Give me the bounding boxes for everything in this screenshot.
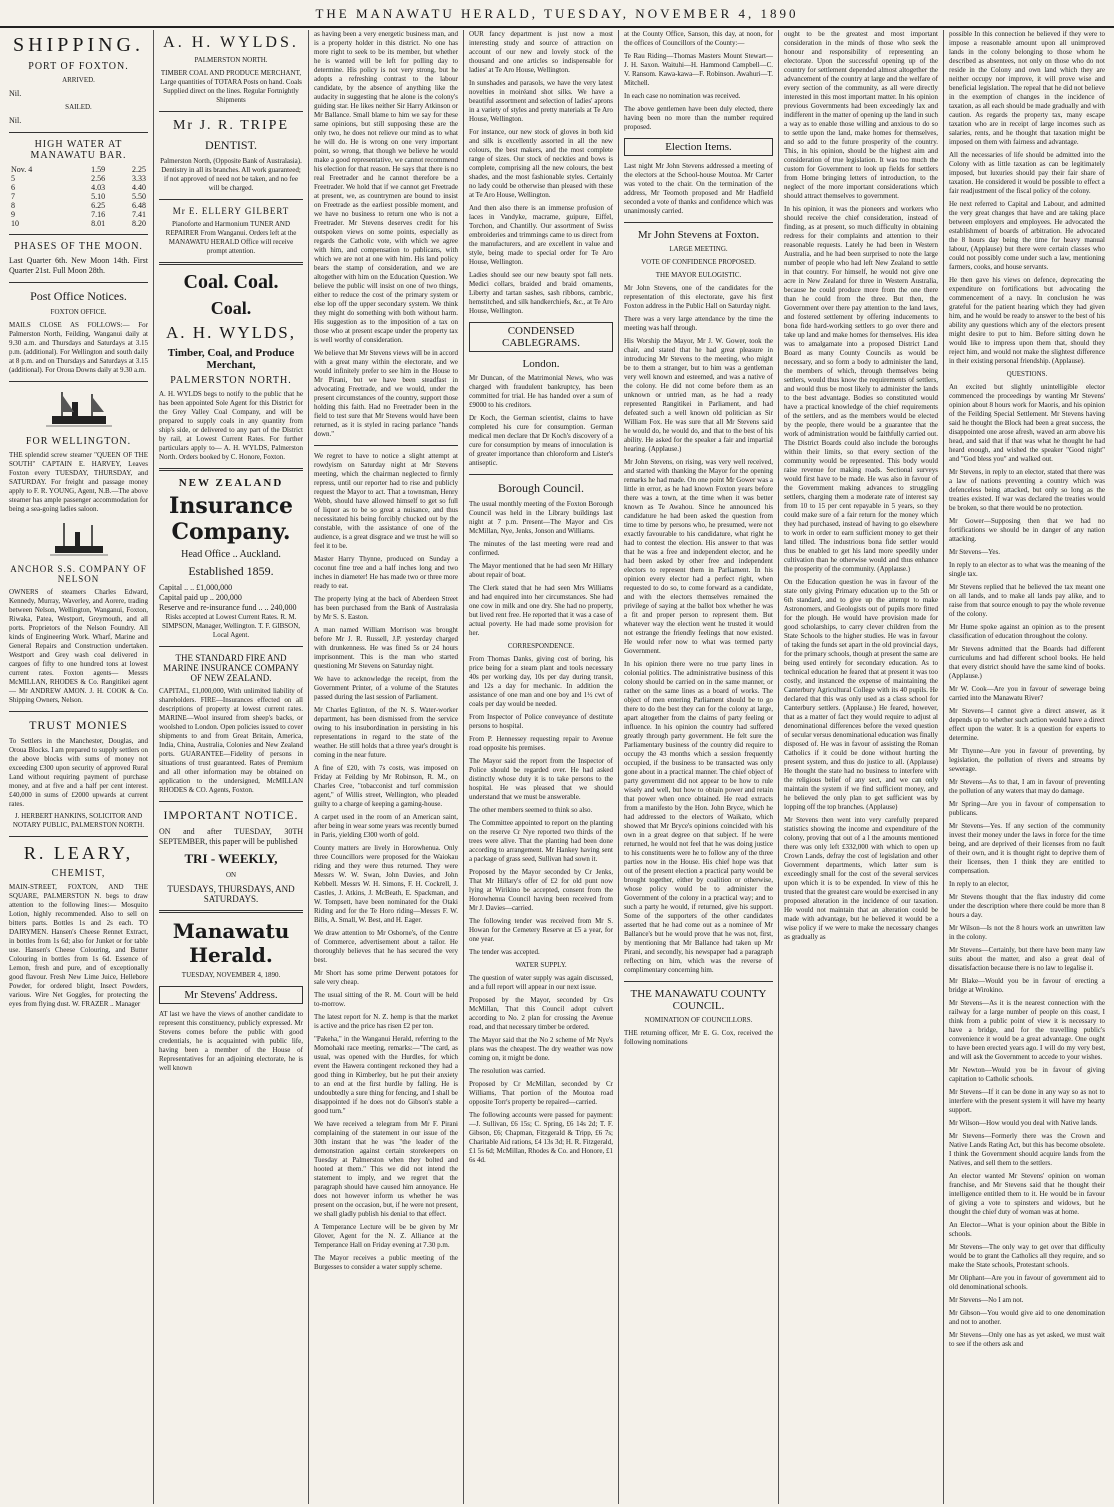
county-title: THE MANAWATU COUNTY COUNCIL.	[630, 988, 767, 1012]
trust-text: To Settlers in the Manchester, Douglas, and Oroua Blocks. I am prepared to supply settlers on the above blocks with sums of money not exceeding £300 upon security of approved Rural Land without requiring payment of purchase money, and at five and a half per cent interest. £40,000 in sums of £2000 upwards at current rates.	[9, 737, 148, 808]
sailed-nil: Nil.	[9, 116, 22, 125]
question-item: Mr Spring—Are you in favour of compensation to publicans.	[949, 800, 1105, 817]
question-item: Mr Hume spoke against an opinion as to the present classification of education throughout the colony.	[949, 623, 1105, 640]
news-paragraph: County matters are lively in Horowhenua. Only three Councillors were proposed for the Waiokau riding and they were thus returned. They were Messrs W. W. Swan, John Davies, and John Kebbell. Messrs W. H. Simons, F. H. Cockrell, J. Castles, J. Atkins, J. McBeath, E. Spackman, and W. Tompsett, have been nominated for the Otaki Riding and for the Te Horo riding—Messrs F. W. Bills, A. Small, W. Best, and H. Eager.	[314, 844, 458, 924]
news-paragraph: The usual monthly meeting of the Foxton Borough Council was held in the Library buildings last night at 7 p.m. Present—The Mayor and Crs McMillan, Nye, Jenks, Jonson and Williams.	[469, 500, 613, 535]
newspaper-columns	[4, 30, 1110, 1504]
tide-row: 7 5.10 5.50	[11, 192, 146, 201]
address-text: AT last we have the views of another candidate to represent this constituency, publicly expressed. Mr Stevens comes before the public with good credentials, he is acquainted with public life, having been a member of the House of Representatives for an adjoining electorate, he is well known	[159, 1010, 303, 1072]
trust-title: TRUST MONIES	[29, 718, 128, 732]
coal-sub: Coal.	[210, 298, 252, 318]
question-item: In reply to an elector as to what was the meaning of the single tax.	[949, 561, 1105, 578]
news-paragraph: The Mayor said that the No 2 scheme of Mr Nye's plans was the cheapest. The dry weather was now coming on, it might be done.	[469, 1036, 613, 1062]
address-title: Mr Stevens' Address.	[159, 986, 303, 1004]
leary-title: R. LEARY,	[23, 843, 134, 863]
question-item: Mr Oliphant—Are you in favour of government aid to old denominational schools.	[949, 1274, 1105, 1291]
question-item: Mr Stevens—Certainly, but there have been many law suits about the matter, and also a great deal of dissatisfaction because there is no law to legalise it.	[949, 946, 1105, 972]
editorial-text: We believe that Mr Stevens views will be in accord with a great many within the electorate, and we would infinitely prefer to see him in the House to Mr Pirani, but we have been steadfast in advocating Freetrade, and we would, under the present circumstances of the country, support those holding this faith. Had no Freetrader been in the field to test sure that Mr Stevens would have been returned, as it is styled in racing parlance "hands down."	[314, 349, 458, 438]
news-paragraph: He then gave his views on defence, deprecating the expenditure on fortifications but advocating the commencement of a navy. In conclusion he was grateful for the patient hearing which they had given him, and he would be ready to answer to the best of his ability any questions which any of the electors present might desire to put to him. Before sitting down he would like to impress upon them that, should they reject him, and would not make the slightest difference in their existing personal friendship. (Applause).	[949, 276, 1105, 365]
news-paragraph: A fine of £20, with 7s costs, was imposed on Friday at Feilding by Mr Robinson, R. M., on Charles Cree, "tobacconist and turf commission agent," of Willis street, Wellington, who pleaded guilty to a charge of keeping a gaming-house.	[314, 764, 458, 808]
question-item: Mr Stevens—As it is the nearest connection with the railway for a large number of people on this coast, I think from a public point of view it is necessary to have a bridge, and for the travelling public's convenience it would be a great advantage. One ought to have been erected years ago. I will do my very best, and will ask the Government to accede to your wishes.	[949, 999, 1105, 1061]
wylds-title: A. H. WYLDS.	[163, 34, 299, 51]
news-paragraph: Last night Mr John Stevens addressed a meeting of the electors at the School-house Moutoa. Mr Carter was voted to the chair. On the termination of the address, Mr Teomoth proposed and Mr Hadfield seconded a vote of thanks and confidence which was unanimously carried.	[624, 162, 773, 215]
news-paragraph: Ladies should see our new beauty spot fall nets. Medici collars, braided and braid ornaments, Liberty and tartan sashes, sash ribbons, cambric, hemstitched, and silk handkerchiefs, &c., at Te Aro House, Wellington.	[469, 271, 613, 315]
question-item: Mr Stevens—No I am not.	[949, 1296, 1024, 1304]
question-item: Mr Stevens—If it can be done in any way so as not to interfere with the present system it will have my hearty support.	[949, 1088, 1105, 1114]
news-paragraph: Mr Short has some prime Derwent potatoes for sale very cheap.	[314, 969, 458, 986]
news-paragraph: Master Harry Thynne, produced on Sunday a coconut fine tree and a half inches long and two inches in diameter! He has made two or three more ready to eat.	[314, 555, 458, 590]
gilbert-title: Mr E. ELLERY GILBERT	[172, 206, 290, 216]
news-paragraph: OUR fancy department is just now a most interesting study and source of attraction on account of our new and lovely stock of the thousand and one articles so indispensable for ladies' at Te Aro House, Wellington.	[469, 30, 613, 74]
wylds-text: TIMBER COAL AND PRODUCE MERCHANT, Large quantities of TOTARA Posts on hand. Coals Supplied direct on the lines. Regular Fortnightly Shipments	[160, 69, 302, 104]
masthead	[0, 0, 1114, 28]
paper-date: TUESDAY, NOVEMBER 4, 1890.	[181, 971, 281, 979]
cable-title: CONDENSED CABLEGRAMS.	[469, 322, 613, 352]
news-paragraph: We have to acknowledge the receipt, from the Government Printer, of a volume of the Statutes passed during the last session of Parliament.	[314, 675, 458, 701]
wellington-title: FOR WELLINGTON.	[25, 436, 132, 447]
masthead-title: THE MANAWATU HERALD, TUESDAY, NOVEMBER 4, 1890	[315, 6, 799, 21]
tide-row: 8 6.25 6.48	[11, 201, 146, 210]
london-heading: London.	[522, 358, 560, 370]
steamer-ship-icon	[49, 520, 109, 558]
question-item: Mr Stevens replied that he believed the tax meant one on all lands, and to make all lands pay alike, and to raise from that source enough to pay the whole revenue of the colony.	[949, 583, 1105, 618]
news-paragraph: Dr Koch, the German scientist, claims to have completed his cure for consumption. German medical men declare that Dr Koch's discovery of a cure for consumption by means of innoculation is of greater importance than chloroform and Lister's antiseptic.	[469, 414, 613, 467]
leary-sub: CHEMIST,	[51, 868, 106, 879]
news-paragraph: In his opinion, it was the pioneers and workers who should receive the chief consideration, instead of finding, as at present, so much difficulty in obtaining redress for their complaints and attention to their reasonable requests. Lately he had been in Western Australia, and he had been surprised to note the large number of people who had left New Zealand to settle in that country. For himself, he would not give one acre in New Zealand for three in Western Australia, because he could produce more from the one there than he could from the three. But then, the Government over there pay attention to the land laws, and fostered settlement by offering inducements to bona fide hard-working settlers to go over there and take up land and make homes for themselves. His idea was to amalgamate into a proposed District Land Board as many County Councils as would be necessary, and so form a body to administer the land, the members of which, through themselves being settlers, would thus know the requirements of settlers, and would thus be most likely to administer the lands to the best advantage. Bodies so constituted would have a practical knowledge of the chief requirements of the settlers, and as the members would be elected by the people, there would be a guarantee that the work of administration would be faithfully carried out. The District Boards could also include the boroughs within their limits, so that every section of the community would be represented. This body would raise revenue for making roads. Sectional surveys would first have to be made. He was also in favour of the Government making advances to struggling settlers, charging them a moderate rate of interest say from 10 to 15 per cent repayable in 5 years, so they could make sure of a fair return for the money which they had purchased, instead of having to go elsewhere to work in order to earn sufficient money to get their land tilled. The industrious bona fide settler would thus be enabled to get his land more speedily under cultivation than he otherwise would and thus enhance the prosperity of the community. (Applause.)	[784, 205, 938, 573]
question-item: An excited but slightly unintelligible elector commenced the proceedings by wanting Mr Stevens' opinion about 8 hours work for Maoris, and his opinion of the Feilding Special Settlement. Mr Stevens having said he thought the Block had been a great success, the disappointed one arose afresh, waved an arm above his head, and said that if that was what he thought he had heard enough, and wished the speaker "Good night" and "God bless you" and walked out.	[949, 383, 1105, 463]
news-paragraph: In sunshades and parasols, we have the very latest novelties in moiréand shot silks. We have a beautiful assortment and selection of ladies' aprons in a variety of styles and pretty materials at Te Aro House, Wellington.	[469, 79, 613, 123]
nzi-paid: Capital paid up .. 200,000	[159, 593, 242, 602]
ahw-place: PALMERSTON NORTH.	[170, 375, 292, 386]
sailed-label: SAILED.	[65, 103, 92, 111]
notice-text: ON and after TUESDAY, 30TH SEPTEMBER, this paper will be published	[159, 827, 303, 846]
gilbert-text: Pianoforte and Harmonium TUNER AND REPAIRER From Wanganui. Orders left at the MANAWATU HERALD Office will receive prompt attention.	[165, 220, 297, 255]
column-5	[619, 30, 779, 1504]
news-paragraph: The Committee appointed to report on the planting on the reserve Cr Nye reported two thirds of the trees were alive. That the planting had been done according to arrangement. Mr Hankey having sent a package of grass seed, Sullivan had sown it.	[469, 819, 613, 863]
moon-text: Last Quarter 6th. New Moon 14th. First Quarter 21st. Full Moon 28th.	[9, 256, 148, 275]
news-paragraph: The other members seemed to think so also.	[469, 806, 593, 814]
nzi-sub: Insurance Company.	[169, 493, 293, 545]
question-item: Mr Gower—Supposing then that we had no fortifications we should be in danger of any nation attacking.	[949, 517, 1105, 543]
question-item: Mr Stevens—I cannot give a direct answer, as it depends up to whether such action would have a direct effect upon the water. It is a question for experts to determine.	[949, 707, 1105, 742]
election-title: Election Items.	[624, 138, 773, 156]
question-item: Mr Stevens, in reply to an elector, stated that there was a law of nations preventing a country which was defenceless being attacked, but only so long as the treaties existed. If war was declared the treaties would be broken, so that there would be no protection.	[949, 468, 1105, 512]
question-item: Mr Wilson—Is not the 8 hours work an unwritten law in the colony.	[949, 924, 1105, 941]
wellington-text: THE splendid screw steamer "QUEEN OF THE SOUTH" CAPTAIN E. HARVEY, Leaves Foxton every TUESDAY, THURSDAY, and SATURDAY. For freight and passage money apply to F. R. YOUNG, Agent, N.B.—The above steamer has ample passenger accommodation for being a sea-going ladies saloon.	[9, 451, 148, 513]
news-paragraph: The usual sitting of the R. M. Court will be held to-morrow.	[314, 991, 458, 1008]
notice-on: ON	[225, 871, 237, 879]
news-paragraph: ought to be the greatest and most important consideration in the minds of those who seek the honour and responsibility of representing an electorate. Upon the successful opening up of the country for settlement depended almost altogether the advancement of the country at large and the welfare of every section of the community, as all were directly interested in this most important matter. In his opinion previous Governments had been exceedingly lax and indifferent in the matter of opening up the land in such a way as to enable those willing and anxious to do so to settle upon the land, make homes for themselves, and so add to the future prosperity of the country. This, in his opinion, should be the highest aim and consideration of true legislation. It was too much the custom for Government to look up fields for settlers from Home bringing letters of introduction, to the neglect of the more important considerations which should attract themselves to government.	[784, 30, 938, 200]
news-paragraph: Mr John Stevens, one of the candidates for the representation of this electorate, gave his first Foxton address in the Public Hall on Saturday night.	[624, 284, 773, 310]
tide-table	[9, 165, 148, 228]
news-paragraph: The property lying at the back of Aberdeen Street has been purchased from the Bank of Australasia by Mr S. S. Easton.	[314, 595, 458, 621]
news-paragraph: Te Rau Riding—Thomas Masters Mount Stewart—J. H. Saxon. Waituhi—H. Hammond Campbell—C. V. Ransom. Kawa-kawa—F. Robinson. Awahuri—T. Mitchell.	[624, 52, 773, 87]
question-item: Mr W. Cook—Are you in favour of sewerage being carried into the Manawatu River?	[949, 685, 1105, 702]
tri-weekly: TRI - WEEKLY,	[184, 851, 278, 866]
news-paragraph: The tender was accepted.	[469, 948, 540, 956]
news-paragraph: The following tender was received from Mr S. Howan for the Cemetery Reserve at £5 a year, for one year.	[469, 917, 613, 943]
anchor-title: ANCHOR S.S. COMPANY OF NELSON	[10, 564, 147, 584]
news-paragraph: For instance, our new stock of gloves in both kid and silk is excellently assorted in all the new colours, the best makers, and the most complete range of sizes. Our stock of neckties and bows is complete, comprising all the new colours, the best shades, and the most fashionable styles. Certainly no lady could be otherwise than pleased with these at Te Aro House, Wellington.	[469, 128, 613, 199]
tide-row: 5 2.56 3.33	[11, 174, 146, 183]
news-paragraph: The resolution was carried.	[469, 1067, 546, 1075]
news-paragraph: Proposed by the Mayor seconded by Cr Jenks, That Mr Hillary's offer of £2 for old punt now lying at Wirikino be accepted, consent from the Horowhenua Council having been received from Mr J. Davies—carried.	[469, 868, 613, 912]
editorial-text: as having been a very energetic business man, and is a property holder in this district. No one has more right to seek to be its member, but whether he is wanted will be left for polling day to determine. His policy is not very strong, but he adopts a refreshing contrast to the labour candidate, by the absence of anything like the audacity in suggesting that he alone is the colony's guiding star. He likes neither Sir Harry Atkinson or Mr Ballance. Small blame to him we say for these same opinions, but still supposing these are the only two, he does not relieve our mind as to what he will do. He is wrong on one very important point, so wrong, that though we believe he would make a good representative, we cannot recommend his election for that reason. He says that there is no real Freetrader and he cannot therefore be a Freetrader. We hold that if we cannot get Freetrade at present, we, as countrymen are bound to insist on Freetrade as the earliest possible moment, and we have no business to return one who is not a Freetrader. Mr Stevens deserves credit for his outspoken views on some points, especially as regards the Catholic vote, with which we agree with him, and compensation to publicans, with which we are not at one with him. His land policy bears the stamp of consideration, and we are altogether with him on the Education Question. We believe the public will insist on one of two things, either to reduce the cost of the primary system or else lop off the upper secondary system. We think they might do something with both without harm. His suggestion as to the imposition of a tax on those who at present escape under the property tax is well worthy of consideration.	[314, 30, 458, 344]
news-paragraph: The Mayor said the report from the Inspector of Police should be regarded over. He had asked distinctly whose duty it is to take persons to the hospital. He was pleased that we should understand that we must be answerable.	[469, 757, 613, 801]
anchor-text: OWNERS of steamers Charles Edward, Kennedy, Murray, Waverley, and Aorere, trading between Nelson, Wellington, Wanganui, Foxton, Riwaka, Patea, Westport, Greymouth, and all ports. Proprietors of the Nelson Foundry. All kinds of Engineering Work. Wharf, Marine and General Repairs and Construction undertaken. Westport and Grey wash coal delivered in cargoes of fifty to one hundred tons at lowest current rates. Foxton agents— Messrs McMILLAN, RHODES & Co. Rangitikei agent— Mr ANDREW AMON. J. H. COOK & Co. Shipping Owners, Nelson.	[9, 588, 148, 704]
question-item: Mr Stevens—Yes. If any section of the community invest their money under the laws in force for the time being, and are deprived of their licenses from no fault of their own, and it is thought right to deprive them of their licenses, then I think they are entitled to compensation.	[949, 822, 1105, 875]
post-sub: FOXTON OFFICE.	[50, 308, 107, 316]
news-paragraph: The latest report for N. Z. hemp is that the market is active and the price has risen £2 per ton.	[314, 1013, 458, 1030]
news-paragraph: possible In this connection he believed if they were to impose a reasonable amount upon all unimproved lands in the colony belonging to those whom he described as absentees, not only on those who do not reside in the Colony and own land which they are neither occupy nor improve, it will prove wise and beneficial legislation. The repeal that he did not believe in the exemption of changes in the incidence of taxation, as all each should be made gradually and with caution. As regards the property tax, many escape taxation who are in receipt of large incomes such as salaries, rents, and he thought that taxation might be imposed on them with fairness and advantage.	[949, 30, 1105, 146]
tripe-sub: DENTIST.	[204, 138, 258, 152]
stevens-sub-2: VOTE OF CONFIDENCE PROPOSED.	[641, 258, 756, 266]
news-paragraph: All the necessaries of life should be admitted into the Colony with as little taxation as can be legitimately imposed, but luxuries should pay their fair share of taxation. He considered it would be possible to effect a fair readjustment of the fiscal policy of the colony.	[949, 151, 1105, 195]
question-item: Mr Wilson—How would you deal with Native lands.	[949, 1119, 1098, 1127]
arrived-label: ARRIVED.	[62, 76, 95, 84]
high-water-title: HIGH WATER AT MANAWATU BAR.	[30, 139, 127, 161]
news-paragraph: In his opinion there were no true party lines in colonial politics. The administrative business of this colony should be carried on in the same manner, or rather on the same lines as a board of works. The object of men entering Parliament should be to go there to do the best they can for the colony at large, apart altogether from the claims of party feeling or influence. In his opinion the country had suffered greatly through party government. He felt sure the Parliamentary business of the country did require to occupy the 43 months which a session frequently occupied, if the business to be transacted was only gone about in a practical manner. The chief object of party government did not appear to be how to rule wisely and well, but how to obtain power and retain that power when once obtained. He read extracts from a manifesto by the Hon. John Bryce, which he had addressed to the electors of Waikato, which showed that Mr Bryce's opinions coincided with his own in a great degree on that subject. If he were returned, he would not feel that he was doing justice to his constituents were he to follow any of the three parties now in the House. His chief hope was that out of the present election a practical party would be brought together, either by coalition or otherwise, whose policy would be to administer the Government of the colony in a practical way; and to such a party he would, if returned, give his support. Some of the supporters of the other candidates asserted that he had come out as a nominee of Mr Ballance's but he would prove that he was not, first, by mentioning that Mr Ballance had taken up Mr Pirani, and secondly, his newspaper had a paragraph reflecting on him, which was the reverse of complimentary concerning him.	[624, 660, 773, 974]
news-paragraph: Proposed by Cr McMillan, seconded by Cr Williams, That portion of the Moutoa road opposite Torr's property be repaired—carried.	[469, 1080, 613, 1106]
ahw-title: A. H. WYLDS,	[166, 323, 296, 342]
question-item: Mr Stevens—Yes.	[949, 548, 1001, 556]
news-paragraph: The above gentlemen have been duly elected, there having been no more than the number required proposed.	[624, 105, 773, 131]
ahw-sub: Timber, Coal, and Produce Merchant,	[167, 347, 295, 371]
news-paragraph: From Inspector of Police conveyance of destitute persons to hospital.	[469, 713, 613, 730]
news-paragraph: The minutes of the last meeting were read and confirmed.	[469, 540, 613, 557]
stevens-sub-3: THE MAYOR EULOGISTIC.	[655, 271, 742, 279]
news-paragraph: We have received a telegram from Mr F. Pirani complaining of the statement in our issue of the 30th instant that he was "the leader of the demonstration against certain storekeepers on Tuesday at Palmerston when they bolted and hooted at them." This we did not intend the statement to imply, and we regret that the paragraph should have caused him annoyance. He does not however inform us whether he was present on the occasion, but, if he were not present, we shall gladly publish his denial to that effect.	[314, 1120, 458, 1218]
news-paragraph: From P. Hennessey requesting repair to Avenue road opposite his premises.	[469, 735, 613, 752]
tide-row: 10 8.01 8.20	[11, 219, 146, 228]
question-item: Mr Stevens—Only one has as yet asked, we must wait to see if the others ask and	[949, 1331, 1105, 1348]
question-item: Mr Newton—Would you be in favour of giving capitation to Catholic schools.	[949, 1066, 1105, 1083]
tide-row: Nov. 4 1.59 2.25	[11, 165, 146, 174]
column-4	[464, 30, 619, 1504]
question-item: Mr Blake—Would you be in favour of erecting a bridge at Wirokino.	[949, 977, 1105, 994]
question-item: Mr Stevens admitted that the Boards had different curriculums and had different school books. He held that every district should have the same kind of books. (Applause.)	[949, 645, 1105, 680]
port-heading: PORT OF FOXTON.	[28, 61, 129, 72]
borough-title: Borough Council.	[498, 481, 584, 495]
news-paragraph: On the Education question he was in favour of the state only giving Primary education up to the 5th or 6th standard, and to give up the attempt to make Astronomers, and Geologists out of pupils more fitted for the plough. He would have provision made for good scholarships, to carry clever children from the State Schools to the higher studies. He was in favour of taking the funds set apart in the old provincial days, for the primary schools, though at present the same are being used entirely for secondary education. As to technical education he feared that at present it was too costly, and instanced the expense of maintaining the Canterbury Agricultural College with its 40 pupils. He declared that this was only used as a class school for Canterbury settlers. (Applause.) He feared, however, that as a matter of fact they would require to adjust al denominational differences before the vexed question of secular versus denominational education was finally disposed of. He was in favour of assisting the Roman Catholics if it could be done without hurting the present system, and thus do justice to all. (Applause) He thought the state had no business to interfere with the religious belief of any sect, and we can only maintain the system if we find sufficient money, and he believed the only plan to get sufficient was by lopping off the top branches. (Applause)	[784, 578, 938, 811]
news-paragraph: From Thomas Danks, giving cost of boring, his price being for a steam plant and tools necessary 40s per working day, 10s per day during transit, and 12s a day for mechanic. In addition the assistance of one man and one boy and 1½ cwt of coals per day would be needed.	[469, 655, 613, 708]
news-paragraph: Mr John Stevens, on rising, was very well received, and started with thanking the Mayor for the opening remarks he had made. On one point Mr Gower was a little in error, as he had known Foxton years before there was a town, at the time when it was better known as Te Awahou. Since he announced his candidature he had been asked the question from time to time by persons who, he presumed, were not exactly favourable to his candidature, what right he had to contest the election. His answer to that was that he was a free and independent elector, and he had been asked by other free and independent electors to represent them in Parliament. In his opinion every elector had a perfect right, when requested to do so, to come forward as a candidate, and with the electors themselves remained the privilege of saying at the ballot box whether he was a fit and proper person to represent them. But whatever way the election went he trusted it would not estrange the friendly feelings that now existed. He would refer now to what was termed party Government.	[624, 458, 773, 655]
nzi-reserve: Reserve and re-insurance fund .. .. 240,000	[159, 603, 297, 612]
news-paragraph: He next referred to Capital and Labour, and admitted the very great changes that have and are taking place between employers and employees. He advocated the establishment of boards of arbitration. He advocated the 8 hours day being the time for heavy manual labour, (Applause) but there were certain classes who could not possibly come under such a law, mentioning farmers, cooks, and house servants.	[949, 200, 1105, 271]
column-1	[4, 30, 154, 1504]
arrived-nil: Nil.	[9, 89, 22, 98]
news-paragraph: Mr Duncan, of the Matrimonial News, who was charged with fraudulent bankruptcy, has been committed for trial. He has handed over a sum of £9000 to his creditors.	[469, 374, 613, 409]
column-2	[154, 30, 309, 1504]
news-paragraph: Mr Charles Eglinton, of the N. S. Water-worker department, has been dismissed from the service owing to his insubordination in persisting in his representations in regard to the state of the weather. He still holds that a three year's drought is coming in the near future.	[314, 706, 458, 759]
standard-text: CAPITAL, £1,000,000, With unlimited liability of shareholders. FIRE—Insurances effected on all descriptions of property at lowest current rates. MARINE—Wool insured from sheep's backs, or woolshed to London. Open policies issued to cover shipments to and from Great Britain, America, India, China, Australia, Colonies and New Zealand ports. GUARANTEE—Fidelity of persons in situations of trust guaranteed. Rates of Premium and all other information may be obtained on application to the undersigned, McMILLAN RHODES & CO. Agents, Foxton.	[159, 687, 303, 794]
news-paragraph: And then also there is an immense profusion of laces in Vandyke, macrame, guipure, Eiffel, Torchon, and Chantilly. Our assortment of Swiss embroideries and trimmings came to us direct from the manufacturers, and are excellent in value and style, being made to special order for Te Aro House, Wellington.	[469, 204, 613, 266]
news-paragraph: The Mayor mentioned that he had seen Mr Hillary about repair of boat.	[469, 562, 613, 579]
tripe-title: Mr J. R. TRIPE	[172, 118, 290, 133]
news-paragraph: at the County Office, Sanson, this day, at noon, for the offices of Councillors of the County:—	[624, 30, 773, 47]
news-paragraph: "Pakeha," in the Wanganui Herald, referring to the Momohaki race meeting, remarks:—"The card, as usual, was opened with the Hurdles, for which event the Hawera contingent reckoned they had a good thing in Kimberley, but he put their anxiety to an end at the first hurdle by falling. He is undoubtedly a sure thing for fencing, and I shall be disappointed if he does not do Gibson's stable a good turn."	[314, 1035, 458, 1115]
question-item: Mr Stevens thought that the flax industry did come under the description where there could be more than 8 hours a day.	[949, 893, 1105, 919]
news-paragraph: The Clerk stated that he had seen Mrs Williams and had enquired into her circumstances. She had one cow in milk and one dry. She had no property, but lived rent free. He reported that it was a case of actual poverty. He had made some provision for her.	[469, 584, 613, 637]
leary-text: MAIN-STREET, FOXTON, AND THE SQUARE, PALMERSTON N. begs to draw attention to the following lines:— Mosquito Lotion, highly recommended. Also to sell on bitters parts. Bottles 1s and 2s each. TO DAIRYMEN. Hansen's Cheese Rennet Extract, in bottles from 1s 6d; also for Junket or for table use. Hansen's Cheese Colouring, and Butter Colouring in bottles from 1s 6d. Essence of Lemon, fresh and pure, and of exceptionally good flavour. Fresh New Lime Juice, Hellebore Powder, for ordered blight, Insect Powders, various. Wire Net Goggles, for protecting the eyes from flying dust. W. FRAZER .. Manager	[9, 883, 148, 1008]
nzi-capital: Capital .. .. £1,000,000	[159, 583, 233, 592]
news-paragraph: A Temperance Lecture will be be given by Mr Glover, Agent for the N. Z. Alliance at the Temperance Hall on Friday evening at 7.30 p.m.	[314, 1223, 458, 1249]
column-3	[309, 30, 464, 1504]
correspondence-heading: CORRESPONDENCE.	[507, 642, 575, 650]
water-supply-heading: WATER SUPPLY.	[515, 961, 567, 969]
question-item: Mr Stevens—Formerly there was the Crown and Native Lands Rating Act, but this has become obsolete. I think the Government should acquire lands from the Natives, and sell them to the settlers.	[949, 1132, 1105, 1167]
news-paragraph: Mr Stevens then went into very carefully prepared statistics showing the income and expenditure of the colony, proving that out of a l the amounts mentioned there was only left £332,000 with which to open up Crown Lands, defray the cost of legislation and other Government departments, which latter sum is exceedingly small for the cost of the several services upon which it is to be expended. In view of this he trusted that the greatest care would be exercised in any proposed alteration in the incidence of our taxation. He would not maintain that an alteration could be made with advantage, but he believed it would be a wise policy if we were to make the necessary changes as gradually as	[784, 816, 938, 941]
column-6	[779, 30, 944, 1504]
tide-row: 9 7.16 7.41	[11, 210, 146, 219]
post-text: MAILS CLOSE AS FOLLOWS:— For Palmerston North, Feilding, Wanganui daily at 9.30 a.m. and Thursdays and Saturdays at 3.15 p.m. (additional). For Wellington and south daily at 8 p.m. and on Thursdays and Saturdays at 3.15 (additional). For Oroua Downs daily at 9.30 a.m.	[9, 321, 148, 374]
news-paragraph: There was a very large attendance by the time the meeting was half through.	[624, 315, 773, 332]
nzi-head: Head Office .. Auckland.	[181, 549, 281, 560]
question-item: In reply to an elector,	[949, 880, 1009, 888]
news-paragraph: THE returning officer, Mr E. G. Cox, received the following nominations	[624, 1029, 773, 1046]
wylds-sub: PALMERSTON NORTH.	[194, 56, 268, 64]
nzi-text: Risks accepted at Lowest Current Rates. R. M. SIMPSON, Manager, Wellington. T. F. GIBSON, Local Agent.	[161, 613, 301, 639]
tide-row: 6 4.03 4.40	[11, 183, 146, 192]
notice-title: IMPORTANT NOTICE.	[163, 808, 299, 822]
news-paragraph: The following accounts were passed for payment:—J. Sullivan, £6 15s; C. Spring, £6 14s 2d; T. F. Gibson, £6; Chapman, Fitzgerald & Tripp, £6 7s; Charitable Aid rations, £4 13s 3d; H. R. Fitzgerald, £1 5s 6d; McMillan, Rhodes & Co. and Honore, £1 6s 4d.	[469, 1111, 613, 1164]
news-paragraph: The Mayor receives a public meeting of the Burgesses to consider a water supply scheme.	[314, 1254, 458, 1271]
news-paragraph: In each case no nomination was received.	[624, 92, 741, 100]
post-title: Post Office Notices.	[30, 289, 127, 303]
steamer-ship-icon	[44, 388, 114, 430]
news-paragraph: Proposed by the Mayor, seconded by Crs McMillan, That this Council adopt culvert according to No. 2 plan for crossing the Avenue road, and that necessary timber be ordered.	[469, 996, 613, 1031]
question-item: Mr Stevens—As to that, I am in favour of preventing the pollution of any waters that may do damage.	[949, 778, 1105, 795]
county-sub: NOMINATION OF COUNCILLORS.	[644, 1016, 753, 1024]
news-paragraph: A carpet used in the room of an American saint, after being in wear some years was recently burned in Paris, yielding £300 worth of gold.	[314, 813, 458, 839]
ahw-text: A. H. WYLDS begs to notify to the public that he has been appointed Sole Agent for this District for the Grey Valley Coal Company, and will be prepared to supply coals in any quantity from ship's side, or delivered to any part of the District by rail, at Lowest Current Rates. For further particulars apply to— A. H. WYLDS, Palmerston North. Orders booked by C. Honore, Foxton.	[159, 390, 303, 461]
standard-title: THE STANDARD FIRE AND MARINE INSURANCE COMPANY OF NEW ZEALAND.	[163, 653, 299, 683]
stevens-title: Mr John Stevens at Foxton.	[637, 229, 760, 241]
news-paragraph: We draw attention to Mr Osborne's, of the Centre of Commerce, advertisement about a tailor. He thoroughly believes that he has secured the very best.	[314, 929, 458, 964]
news-paragraph: His Worship the Mayor, Mr J. W. Gower, took the chair, and stated that he had great pleasure in introducing Mr Stevens to the meeting, who might be to them a stranger, but to him was a gentleman very well known and esteemed, and was a native of the colony. He did not come before them as an unknown or untried man, as he had a ready represented Rangitikei in Parliament, and had defeated such a well known old politician as Sir William Fox. He was sure that all Mr Stevens said he would do, he would do, and that to the best of his ability. He asked for the speaker a fair and impartial hearing. (Applause.)	[624, 337, 773, 453]
paper-title: Manawatu Herald.	[172, 919, 290, 967]
shipping-title: SHIPPING.	[12, 34, 145, 56]
tripe-text: Palmerston North, (Opposite Bank of Australasia). Dentistry in all its branches. All work guaranteed; if not approved of need not be taken, and no fee will be charged.	[160, 157, 302, 192]
question-item: Mr Thynne—Are you in favour of preventing, by legislation, the pollution of rivers and streams by sewerage.	[949, 747, 1105, 773]
news-paragraph: A man named William Morrison was brought before Mr J. R. Russell, J.P. yesterday charged with drunkenness. He was fined 5s or 24 hours imprisonment. This is the man who started questioning Mr Stevens on Saturday night.	[314, 626, 458, 670]
nzi-established: Established 1859.	[188, 564, 274, 578]
coal-title: Coal. Coal.	[183, 271, 279, 293]
moon-title: PHASES OF THE MOON.	[14, 241, 143, 252]
nzi-title: NEW ZEALAND	[178, 477, 284, 489]
question-item: An Elector—What is your opinion about the Bible in schools.	[949, 1221, 1105, 1238]
question-item: Mr Gibson—You would give aid to one denomination and not to another.	[949, 1309, 1105, 1326]
notice-days: TUESDAYS, THURSDAYS, AND SATURDAYS.	[167, 884, 295, 904]
question-item: An elector wanted Mr Stevens' opinion on woman franchise, and Mr Stevens said that he thought their intelligence entitled them to it. He would be in favour of giving a vote to spinsters and widows, but he thought the chief duty of woman was at home.	[949, 1172, 1105, 1216]
news-paragraph: The question of water supply was again discussed, and a full report will appear in our next issue.	[469, 974, 613, 991]
questions-heading: QUESTIONS.	[1006, 370, 1048, 378]
stevens-sub-1: LARGE MEETING.	[669, 245, 728, 253]
news-paragraph: We regret to have to notice a slight attempt at rowdyism on Saturday night at Mr Stevens meeting, which the chairman neglected to firmly repress, until our reporter had to rise and publicly request the Mayor to act. That a townsman, Henry Webb, should have allowed himself to get so full of liquor as to be so great a nuisance, and thus necessitated his being forcibly chucked out by the constable, with the assistance of one of the audience, is a great disgrace and we trust he will so feel it to be.	[314, 452, 458, 550]
hankins: J. HERBERT HANKINS, SOLICITOR AND NOTARY PUBLIC, PALMERSTON NORTH.	[12, 812, 145, 829]
question-item: Mr Stevens—The only way to get over that difficulty would be to grant the Catholics all they require, and so make the State schools, Protestant schools.	[949, 1243, 1105, 1269]
column-7	[944, 30, 1110, 1504]
